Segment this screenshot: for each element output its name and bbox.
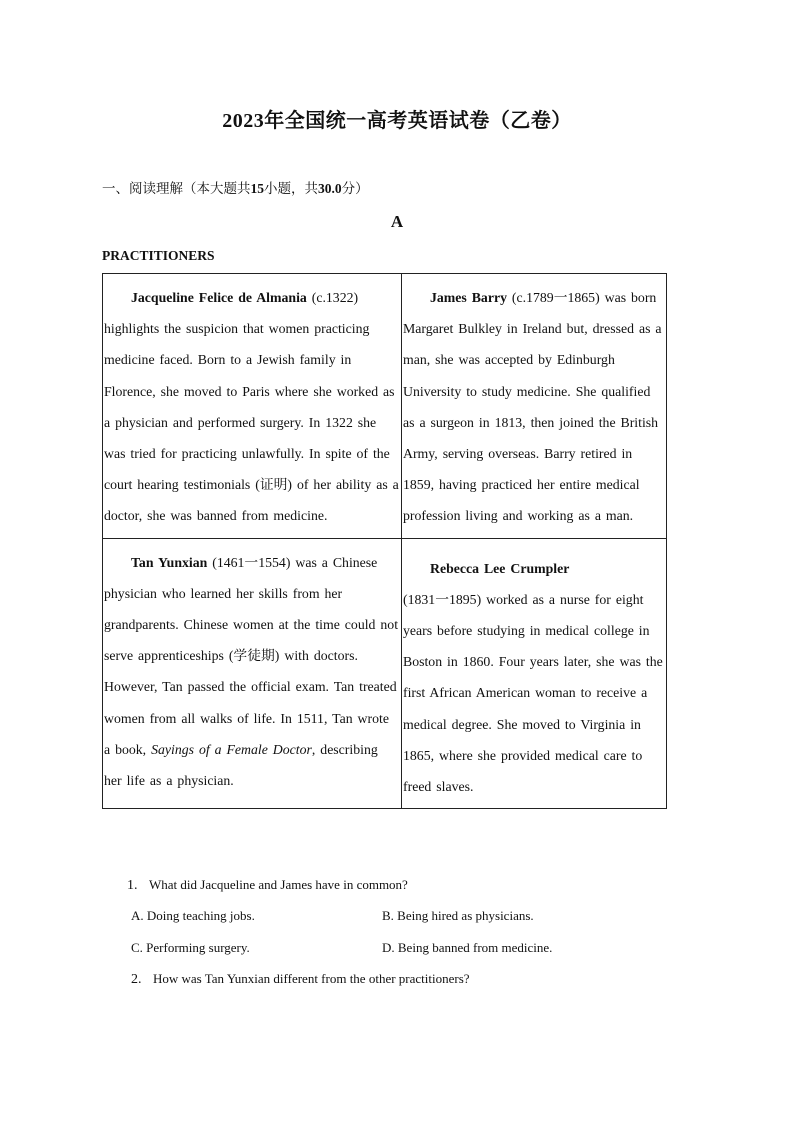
section-heading [102, 177, 369, 197]
option-text: Being hired as physicians. [397, 908, 534, 923]
table-cell-jacqueline [103, 274, 402, 539]
option-letter: D. [382, 940, 395, 955]
option-c[interactable] [131, 940, 250, 956]
option-b[interactable] [382, 908, 534, 924]
practitioners-table [102, 273, 667, 809]
practitioner-name: James Barry [430, 290, 507, 305]
table-cell-james [402, 274, 667, 539]
table-cell-tan [103, 538, 402, 809]
practitioner-bio: (1461一1554) was a Chinese physician who learned her skills from her grandparents. Chinese women at the time could not serve apprenticeships (学徒期) with doctors. However, Tan passed the official exam. Tan treated women from all walks of life. In 1511, Tan wrote a book, [104, 554, 399, 757]
section-suffix: 分） [341, 181, 369, 196]
practitioner-bio: (c.1322) highlights the suspicion that women practicing medicine faced. Born to a Jewish family in Florence, she moved to Paris where she worked as a physician and performed surgery. In 1322 she was tried for practicing unlawfully. In spite of the court hearing testimonials (证明) of her ability as a doctor, she was banned from medicine. [104, 290, 399, 524]
question-text: What did Jacqueline and James have in common? [149, 877, 408, 892]
option-a[interactable] [131, 908, 255, 924]
practitioner-name: Tan Yunxian [131, 554, 208, 570]
part-letter: A [390, 212, 404, 231]
question-number: 1. [127, 878, 138, 893]
practitioner-name: Rebecca Lee Crumpler [430, 560, 570, 576]
option-letter: B. [382, 908, 394, 923]
practitioner-bio-end: , describing her life as a physician. [104, 741, 378, 789]
passage-title: PRACTITIONERS [102, 248, 215, 263]
section-question-count: 15 [250, 181, 264, 196]
section-prefix: 一、阅读理解（本大题共 [102, 181, 251, 196]
option-text: Doing teaching jobs. [146, 908, 255, 923]
option-text: Being banned from medicine. [397, 940, 553, 955]
practitioner-name: Jacqueline Felice de Almania [131, 290, 307, 305]
table-row [103, 538, 667, 809]
question-1 [127, 877, 408, 894]
table-row [103, 274, 667, 539]
option-d[interactable] [382, 940, 552, 956]
book-title: Sayings of a Female Doctor [151, 741, 312, 757]
option-letter: A. [131, 908, 144, 923]
practitioner-bio: (1831一1895) worked as a nurse for eight years before studying in medical college in Boston in 1860. Four years later, she was the first African American woman to receive a medical degree. She moved to Virginia in 1865, where she provided medical care to freed slaves. [403, 591, 663, 795]
question-2 [131, 971, 470, 988]
question-number: 2. [131, 972, 142, 987]
question-text: How was Tan Yunxian different from the other practitioners? [153, 971, 470, 986]
option-letter: C. [131, 940, 143, 955]
section-score: 30.0 [318, 181, 342, 196]
section-mid: 小题，共 [264, 181, 318, 196]
option-text: Performing surgery. [146, 940, 250, 955]
table-cell-rebecca [402, 538, 667, 809]
exam-title: 2023年全国统一高考英语试卷（乙卷） [222, 110, 572, 132]
practitioner-bio: (c.1789一1865) was born Margaret Bulkley in Ireland but, dressed as a man, she was accepted by Edinburgh University to study medicine. She qualified as a surgeon in 1813, then joined the British Army, serving overseas. Barry retired in 1859, having practiced her entire medical profession living and working as a man. [403, 290, 662, 524]
